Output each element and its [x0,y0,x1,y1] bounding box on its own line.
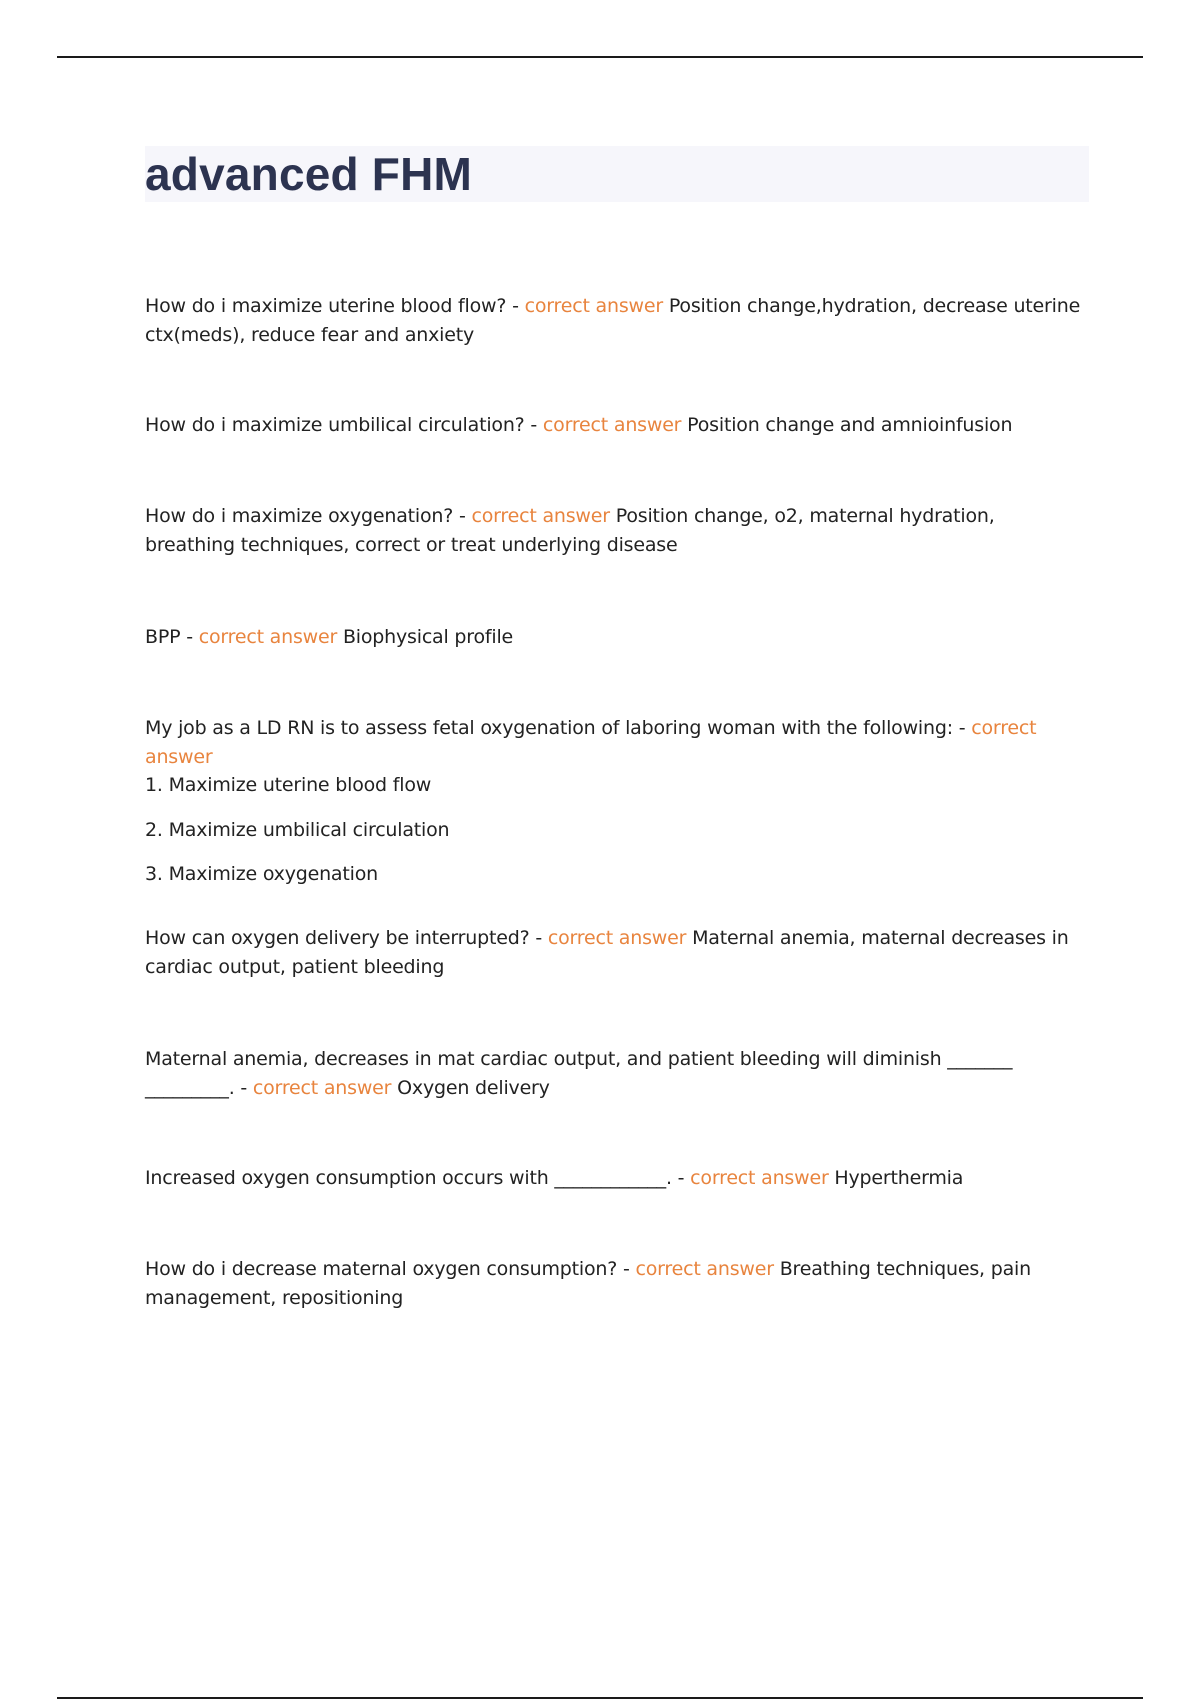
card-answer: Position change and amnioinfusion [687,414,1013,436]
card-separator: - [617,1258,636,1280]
card-answer: Biophysical profile [342,626,514,648]
document-title: advanced FHM [145,148,473,200]
card-separator: - [524,414,543,436]
correct-answer-label: correct answer [471,505,610,527]
card-separator: - [506,295,525,317]
flashcard [145,502,1085,559]
answer-list-item: 3. Maximize oxygenation [145,863,378,885]
correct-answer-label: correct answer [252,1076,392,1099]
card-question: My job as a LD RN is to assess fetal oxygenation of laboring woman with the following: [145,717,953,739]
card-separator: - [453,505,472,527]
card-question: How can oxygen delivery be interrupted? [145,927,530,949]
footer-rule [57,1697,1143,1699]
flashcard [145,924,1085,981]
card-answer: Oxygen delivery [397,1076,550,1099]
card-question: Increased oxygen consumption occurs with ____________. [145,1167,672,1189]
correct-answer-label: correct answer [542,414,682,436]
correct-answer-label: correct answer [547,927,687,949]
flashcard [145,292,1085,349]
flashcard [145,1255,1085,1312]
card-question: How do i maximize uterine blood flow? [145,295,507,317]
card-question: BPP [145,626,181,648]
card-question: Maternal anemia, decreases in mat cardiac output, and patient bleeding will diminish _______ _________. [145,1048,1013,1099]
flashcard [145,1045,1085,1102]
card-answer: Breathing techniques, pain management, repositioning [145,1258,1031,1309]
correct-answer-label: correct answer [635,1258,774,1280]
correct-answer-label: correct answer [524,295,663,317]
header-rule [57,56,1143,58]
correct-answer-label: correct answer [690,1167,829,1189]
card-answer: Position change,hydration, decrease uterine ctx(meds), reduce fear and anxiety [145,295,1081,346]
card-answer: Position change, o2, maternal hydration, breathing techniques, correct or treat underlying disease [145,505,995,556]
flashcard [145,411,1085,440]
correct-answer-label: correct answer [198,626,338,648]
card-answer: Maternal anemia, maternal decreases in cardiac output, patient bleeding [145,927,1069,978]
card-separator: - [529,927,548,949]
card-question: How do i maximize umbilical circulation? [145,414,525,436]
flashcard [145,623,1085,652]
card-separator: - [234,1076,253,1099]
answer-list-item: 2. Maximize umbilical circulation [145,818,450,841]
card-separator: - [180,626,199,648]
card-question: How do i decrease maternal oxygen consumption? [145,1258,618,1280]
flashcard [145,714,1085,889]
card-answer: Hyperthermia [834,1167,964,1189]
answer-list-item: 1. Maximize uterine blood flow [145,774,432,796]
correct-answer-label: correct answer [145,717,1037,768]
flashcard [145,1164,1085,1193]
card-separator: - [952,717,972,739]
card-separator: - [671,1167,691,1189]
card-question: How do i maximize oxygenation? [145,505,454,527]
